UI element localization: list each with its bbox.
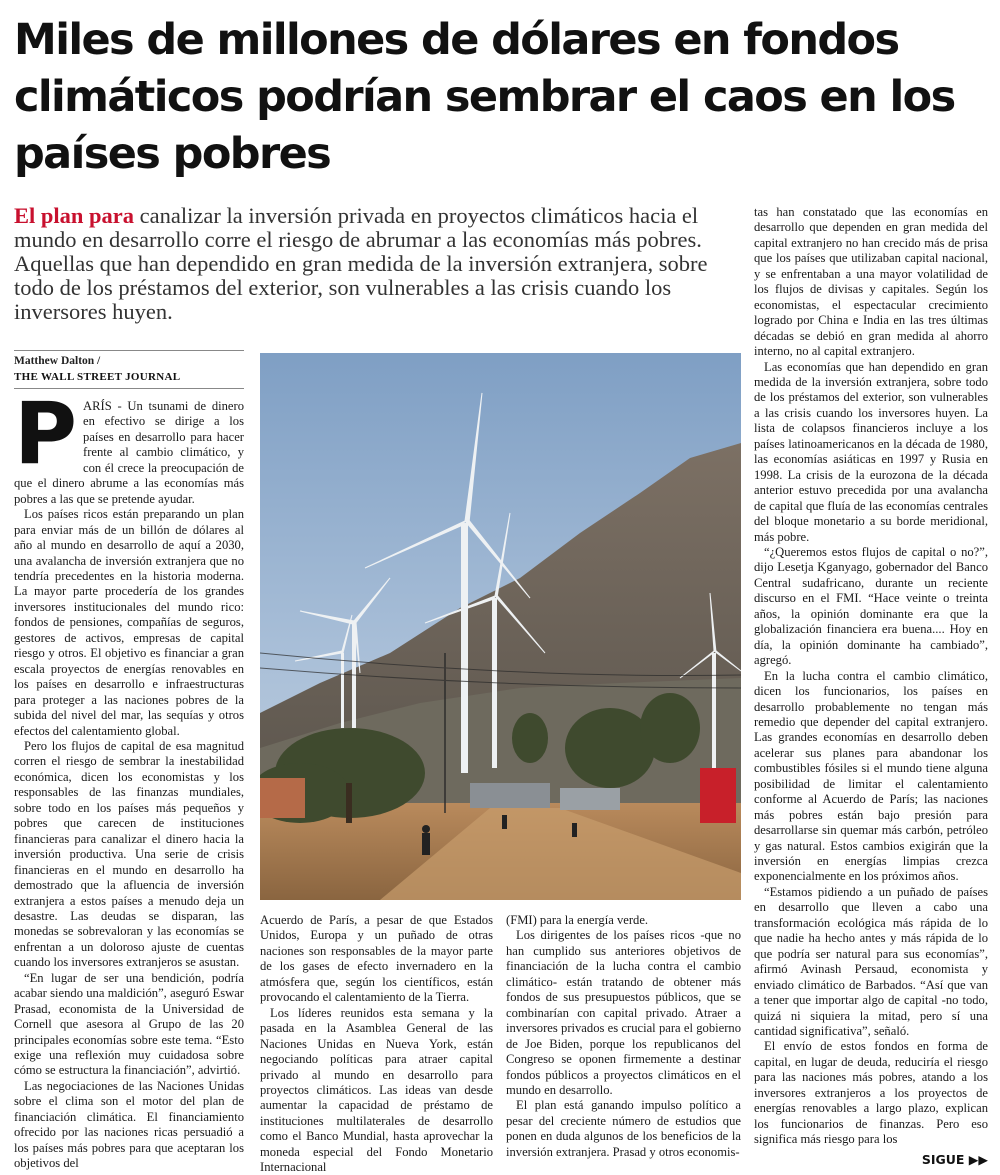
paragraph: PARÍS - Un tsunami de dinero en efectivo se dirige a los países en desarrollo para hacer frente al cambio climático, y con él crece la preocupación de que el dinero abrume a las economías más pobres a las que se pretende ayudar. [14, 384, 244, 506]
paragraph: tas han constatado que las economías en desarrollo que dependen en gran medida del capital extranjero no han crecido más de prisa que los países que utilizaban capital nacional, y se enfrentaban a una mayor volatilidad de los flujos de divisas y capitales. Según los economistas, el espectacular crecimiento logrado por China e India en las tres últimas décadas se debió en gran medida al ahorro interno, no al capital extranjero. [754, 205, 988, 359]
continue-label: SIGUE ▶▶ [921, 1152, 988, 1167]
column-3 [506, 913, 741, 1160]
headline: Miles de millones de dólares en fondos climáticos podrían sembrar el caos en los países pobres [14, 15, 955, 179]
paragraph: Los dirigentes de los países ricos -que no han cumplido sus anteriores objetivos de financiación de la lucha contra el cambio climático- están tratando de obtener más fondos de sus presupuestos públicos, que se combinarían con capital privado. Atraer a inversores privados es crucial para el gobierno de Joe Biden, porque los republicanos del Congreso se oponen firmemente a destinar fondos públicos a proyectos climáticos en el mundo en desarrollo. [506, 928, 741, 1097]
column-2 [260, 913, 493, 1175]
paragraph: El plan está ganando impulso político a pesar del creciente número de estudios que ponen en duda algunos de los beneficios de la inversión extranjera. Prasad y otros economis- [506, 1098, 741, 1159]
paragraph: Los líderes reunidos esta semana y la pasada en la Asamblea General de las Naciones Unidas en Nueva York, están negociando políticas para atraer capital privado al mundo en desarrollo para proyectos climáticos. Las ideas van desde aumentar la capacidad de préstamo de instituciones multilaterales de desarrollo como el Banco Mundial, hasta aprovechar la moneda especial del Fondo Monetario Internacional [260, 1005, 493, 1175]
deck-lead: El plan para [14, 203, 135, 228]
column-1 [14, 384, 244, 1172]
column-4 [754, 205, 988, 1148]
paragraph: Los países ricos están preparando un plan para enviar más de un billón de dólares al año al mundo en desarrollo de aquí a 2030, una avalancha de inversión extranjera que no tendría precedentes en la historia moderna. La mayor parte procedería de los grandes inversores institucionales del mundo rico: fondos de pensiones, compañías de seguros, gestores de activos, empresas de capital riesgo y otros. El objetivo es financiar a gran escala proyectos de energías renovables en los países en desarrollo e infraestructuras para proteger a las naciones pobres de la subida del nivel del mar, las sequías y otros efectos del calentamiento global. [14, 507, 244, 738]
paragraph: “Estamos pidiendo a un puñado de países en desarrollo que lleven a cabo una transformación ecológica más rápida de lo que nadie ha hecho antes y más rápida de lo que podría ser natural para sus economías”, afirmó Avinash Persaud, economista y enviado climático de Barbados. “Así que van a tener que importar algo de capital -no todo, quizá ni siquiera la mitad, pero sí una cantidad significativa”, señaló. [754, 884, 988, 1039]
paragraph: “¿Queremos estos flujos de capital o no?”, dijo Lesetja Kganyago, gobernador del Banco Central sudafricano, durante un reciente discurso en el FMI. “Hace veinte o treinta años, la opinión dominante era que la globalización financiera era buena.... Hoy en día, la opinión dominante ha cambiado”, agregó. [754, 544, 988, 668]
paragraph: (FMI) para la energía verde. [506, 913, 649, 927]
byline-separator: / [94, 355, 101, 367]
paragraph: El envío de estos fondos en forma de capital, en lugar de deuda, reduciría el riesgo para las naciones más pobres, atando a los inversores extranjeros a los proyectos de energías renovables a largo plazo, explican los funcionarios de finanzas. Pero eso significa más riesgo para los [754, 1039, 988, 1147]
drop-cap: P [14, 384, 78, 484]
paragraph: Las economías que han dependido en gran medida de la inversión extranjera, sobre todo de los préstamos del exterior, son vulnerables a las crisis cuando los inversores huyen. La lista de colapsos financieros incluye a los países latinoamericanos en la década de 1980, las economías asiáticas en 1997 y Rusia en 1998. La crisis de la eurozona de la década anterior estuvo precedida por una avalancha de capital que fluía de las economías centrales del bloque monetario a su borde meridional, más pobre. [754, 359, 988, 544]
deck-text: canalizar la inversión privada en proyectos climáticos hacia el mundo en desarrollo corre el riesgo de abrumar a las economías más pobres. Aquellas que han dependido en gran medida de la inversión extranjera, sobre todo de los préstamos del exterior, son vulnerables a las crisis cuando los inversores huyen. [14, 203, 708, 324]
paragraph: Las negociaciones de las Naciones Unidas sobre el clima son el motor del plan de financiación climática. El financiamiento ofrecido por las naciones ricas persuadió a los países más pobres para que aceptaran los objetivos del [14, 1078, 244, 1171]
paragraph: “En lugar de ser una bendición, podría acabar siendo una maldición”, aseguró Eswar Prasad, economista de la Universidad de Cornell que asesora al Grupo de las 20 principales economías sobre este tema. “Esto exige una reflexión muy cuidadosa sobre cómo se estructura la financiación”, advirtió. [14, 970, 244, 1078]
paragraph: Pero los flujos de capital de esa magnitud corren el riesgo de sembrar la inestabilidad económica, dicen los economistas y los responsables de las finanzas mundiales, sobre todo en los países más pequeños y pobres que carecen de instituciones financieras para canalizar el dinero hacia la inversión productiva. Una serie de crisis financieras en el mundo en desarrollo ha demostrado que la afluencia de inversión extranjera a estos países a menudo deja un desastre. Las deudas se disparan, las monedas se sobrevaloran y las economías se enfrentan a un doloroso ajuste de cuentas cuando los inversores extranjeros se asustan. [14, 738, 244, 970]
wind-turbines-photo [260, 353, 741, 900]
paragraph: Acuerdo de París, a pesar de que Estados Unidos, Europa y un puñado de otras naciones son responsables de la mayor parte de los gases de efecto invernadero en la atmósfera que, según los científicos, están provocando el calentamiento de la Tierra. [260, 913, 493, 1005]
paragraph: En la lucha contra el cambio climático, dicen los funcionarios, los países en desarrollo probablemente no tengan más remedio que depender del capital extranjero. Las grandes economías en desarrollo deben acelerar sus planes para abandonar los combustibles fósiles si el mundo tiene alguna posibilidad de limitar el calentamiento conforme al Acuerdo de París; las naciones más pobres están bajo presión para desarrollarse sin quemar más carbón, petróleo y gas natural. Estos cambios exigirán que la inversión en energías limpias crezca exponencialmente en los próximos años. [754, 668, 988, 884]
deck [14, 204, 726, 324]
author-name: Matthew Dalton [14, 355, 95, 367]
outlet-name: THE WALL STREET JOURNAL [14, 371, 181, 383]
